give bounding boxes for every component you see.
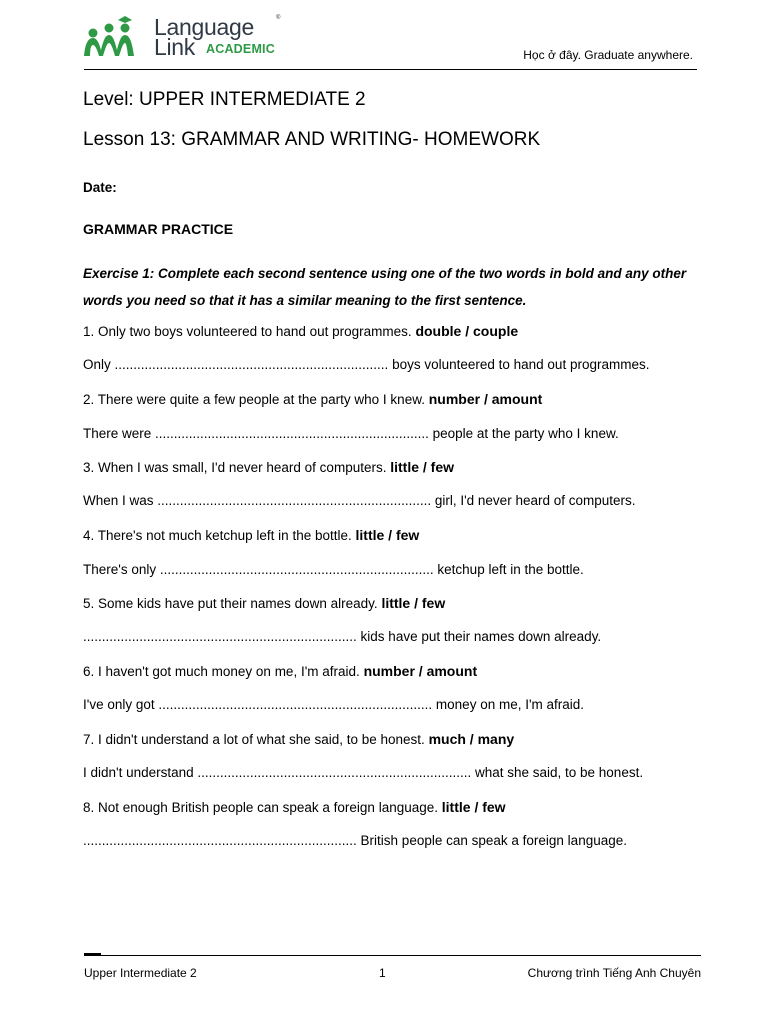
question-text: 1. Only two boys volunteered to hand out programmes. [83,324,412,339]
language-link-logo [84,14,284,60]
bold-word-options: little / few [381,595,446,611]
exercise-question [83,323,518,339]
exercise-question [83,527,419,543]
exercise-question [83,731,514,747]
answer-line: I didn't understand ......................................................................... what she said, to be honest. [83,765,644,780]
exercise-instruction: Exercise 1: Complete each second sentence using one of the two words in bold and any other words you need so that it has a similar meaning to the first sentence. [83,266,687,308]
level-title: Level: UPPER INTERMEDIATE 2 [83,89,366,110]
logo-text-link: Link [154,34,195,60]
question-text: 6. I haven't got much money on me, I'm afraid. [83,664,360,679]
exercise-question [83,391,542,407]
exercise-question [83,595,445,611]
bold-word-options: much / many [428,731,515,747]
question-text: 5. Some kids have put their names down already. [83,596,378,611]
question-text: 4. There's not much ketchup left in the bottle. [83,528,352,543]
bold-word-options: little / few [441,799,506,815]
answer-line: ......................................................................... British people can speak a foreign language. [83,833,627,848]
exercise-question [83,459,454,475]
logo-text-academic: ACADEMIC [206,42,275,56]
question-text: 2. There were quite a few people at the party who I knew. [83,392,425,407]
exercise-question [83,663,477,679]
footer-divider [84,955,701,956]
lesson-title: Lesson 13: GRAMMAR AND WRITING- HOMEWORK [83,129,541,150]
footer-course-name: Upper Intermediate 2 [84,966,197,980]
answer-line: There were ......................................................................... people at the party who I knew. [83,426,619,441]
footer-program-name: Chương trình Tiếng Anh Chuyên [527,966,701,980]
exercise-question [83,799,506,815]
bold-word-options: little / few [390,459,455,475]
bold-word-options: number / amount [363,663,478,679]
answer-line: When I was ......................................................................... girl, I'd never heard of computers. [83,493,636,508]
answer-line: Only ......................................................................... boys volunteered to hand out programmes. [83,357,650,372]
question-text: 7. I didn't understand a lot of what she said, to be honest. [83,732,425,747]
date-label: Date: [83,180,117,195]
question-text: 3. When I was small, I'd never heard of computers. [83,460,387,475]
answer-line: I've only got ......................................................................... money on me, I'm afraid. [83,697,585,712]
bold-word-options: little / few [355,527,420,543]
people-logo-icon [84,14,152,60]
answer-line: ......................................................................... kids have put their names down already. [83,629,602,644]
page-number: 1 [379,966,386,980]
header-tagline: Học ở đây. Graduate anywhere. [523,48,693,62]
header-divider [84,69,697,70]
section-title: GRAMMAR PRACTICE [83,221,234,237]
bold-word-options: double / couple [415,323,519,339]
logo-registered-mark: ® [276,15,281,21]
logo-text-language: Language [154,14,254,40]
question-text: 8. Not enough British people can speak a foreign language. [83,800,439,815]
answer-line: There's only ......................................................................... ketchup left in the bottle. [83,562,584,577]
bold-word-options: number / amount [428,391,543,407]
